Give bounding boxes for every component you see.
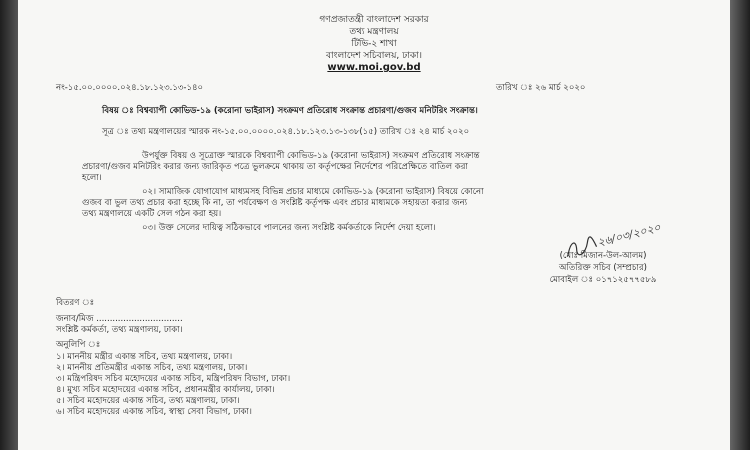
header-branch: টিভি-২ শাখা <box>351 39 397 49</box>
paragraph-1-line-3: হলো। <box>82 173 102 183</box>
memo-date: তারিখ ঃ ২৬ মার্চ ২০২০ <box>496 83 586 93</box>
distribution-recipient: জনাব/মিজ ................................ <box>56 314 183 324</box>
copy-item: ১। মাননীয় মন্ত্রীর একান্ত সচিব, তথ্য মন্ত্রণালয়, ঢাকা। <box>56 352 233 362</box>
signatory-name: (মোঃ মিজান-উল-আলম) <box>559 251 647 261</box>
signature-date: ২৬/০৩/২০২০ <box>596 220 662 250</box>
paragraph-1-line-1: উপর্যুক্ত বিষয় ও সূত্রোক্ত স্মারকে বিশ্বব্যাপী কোভিড-১৯ (করোনা ভাইরাস) সংক্রমণ প্রতিরোধ সংক্রান্ত <box>142 151 480 161</box>
copies-title: অনুলিপি ঃ <box>56 340 101 350</box>
header-government: গণপ্রজাতন্ত্রী বাংলাদেশ সরকার <box>319 15 429 25</box>
paragraph-2-line-3: তথ্য মন্ত্রণালয়ে একটি সেল গঠন করা হয়। <box>82 209 222 219</box>
document-page <box>18 0 730 450</box>
left-blur-border <box>0 0 18 450</box>
letterhead <box>18 14 730 74</box>
paragraph-1-line-2: প্রচারণা/গুজব মনিটরিং করার জন্য জারিকৃত পত্রে ভুলক্রমে থাকায় তা কর্তৃপক্ষের নির্দেশের পরিপ্রেক্ষিতে বাতিল করা <box>82 162 468 172</box>
distribution-title: বিতরণ ঃ <box>56 298 95 308</box>
paragraph-2-line-1: ০২। সামাজিক যোগাযোগ মাধ্যমসহ বিভিন্ন প্রচার মাধ্যমে কোভিড-১৯ (করোনা ভাইরাস) বিষয়ে কোনো <box>142 187 484 197</box>
header-website: www.moi.gov.bd <box>327 62 421 73</box>
copy-item: ৫। সচিব মহোদয়ের একান্ত সচিব, তথ্য মন্ত্রণালয়, ঢাকা। <box>56 396 240 406</box>
right-blur-border <box>730 0 750 450</box>
paragraph-3: ০৩। উক্ত সেলের দায়িত্ব সঠিকভাবে পালনের জন্য সংশ্লিষ্ট কর্মকর্তাকে নির্দেশ দেয়া হলো। <box>142 223 436 233</box>
memo-sutro: সূত্র ঃ তথ্য মন্ত্রণালয়ের স্মারক নং-১৫.০০.০০০০.০২৪.১৮.১২৩.১৩-১৩৮(১৫) তারিখ ঃ ২৪ মার্চ ২০২০ <box>102 127 470 137</box>
copy-item: ৪। মুখ্য সচিব মহোদয়ের একান্ত সচিব, প্রধানমন্ত্রীর কার্যালয়, ঢাকা। <box>56 385 275 395</box>
memo-subject: বিষয় ঃ বিশ্বব্যাপী কোভিড-১৯ (করোনা ভাইরাস) সংক্রমণ প্রতিরোধ সংক্রান্ত প্রচারণা/গুজব মনিটরিং সংক্রান্ত। <box>102 106 478 116</box>
memo-reference: নং-১৫.০০.০০০০.০২৪.১৮.১২৩.১৩-১৪০ <box>56 83 204 93</box>
signatory-mobile: মোবাইল ঃ ০১৭১২৫৭৭৫৮৯ <box>549 275 657 285</box>
header-ministry: তথ্য মন্ত্রণালয় <box>349 27 399 37</box>
signatory-designation: অতিরিক্ত সচিব (সম্প্রচার) <box>559 263 647 273</box>
copy-item: ৩। মন্ত্রিপরিষদ সচিব মহোদয়ের একান্ত সচিব, মন্ত্রিপরিষদ বিভাগ, ঢাকা। <box>56 374 291 384</box>
distribution-officer: সংশ্লিষ্ট কর্মকর্তা, তথ্য মন্ত্রণালয়, ঢাকা। <box>56 325 183 335</box>
paragraph-2-line-2: গুজব বা ভুল তথ্য প্রচার করা হচ্ছে কি না, তা পর্যবেক্ষণ ও সংশ্লিষ্ট কর্তৃপক্ষ এবং প্রচার মাধ্যমকে সহায়তা করার জন্য <box>82 198 468 208</box>
copy-item: ৬। সচিব মহোদয়ের একান্ত সচিব, স্বাস্থ্য সেবা বিভাগ, ঢাকা। <box>56 407 252 417</box>
copy-item: ২। মাননীয় প্রতিমন্ত্রীর একান্ত সচিব, তথ্য মন্ত্রণালয়, ঢাকা। <box>56 363 248 373</box>
header-address: বাংলাদেশ সচিবালয়, ঢাকা। <box>326 51 422 61</box>
